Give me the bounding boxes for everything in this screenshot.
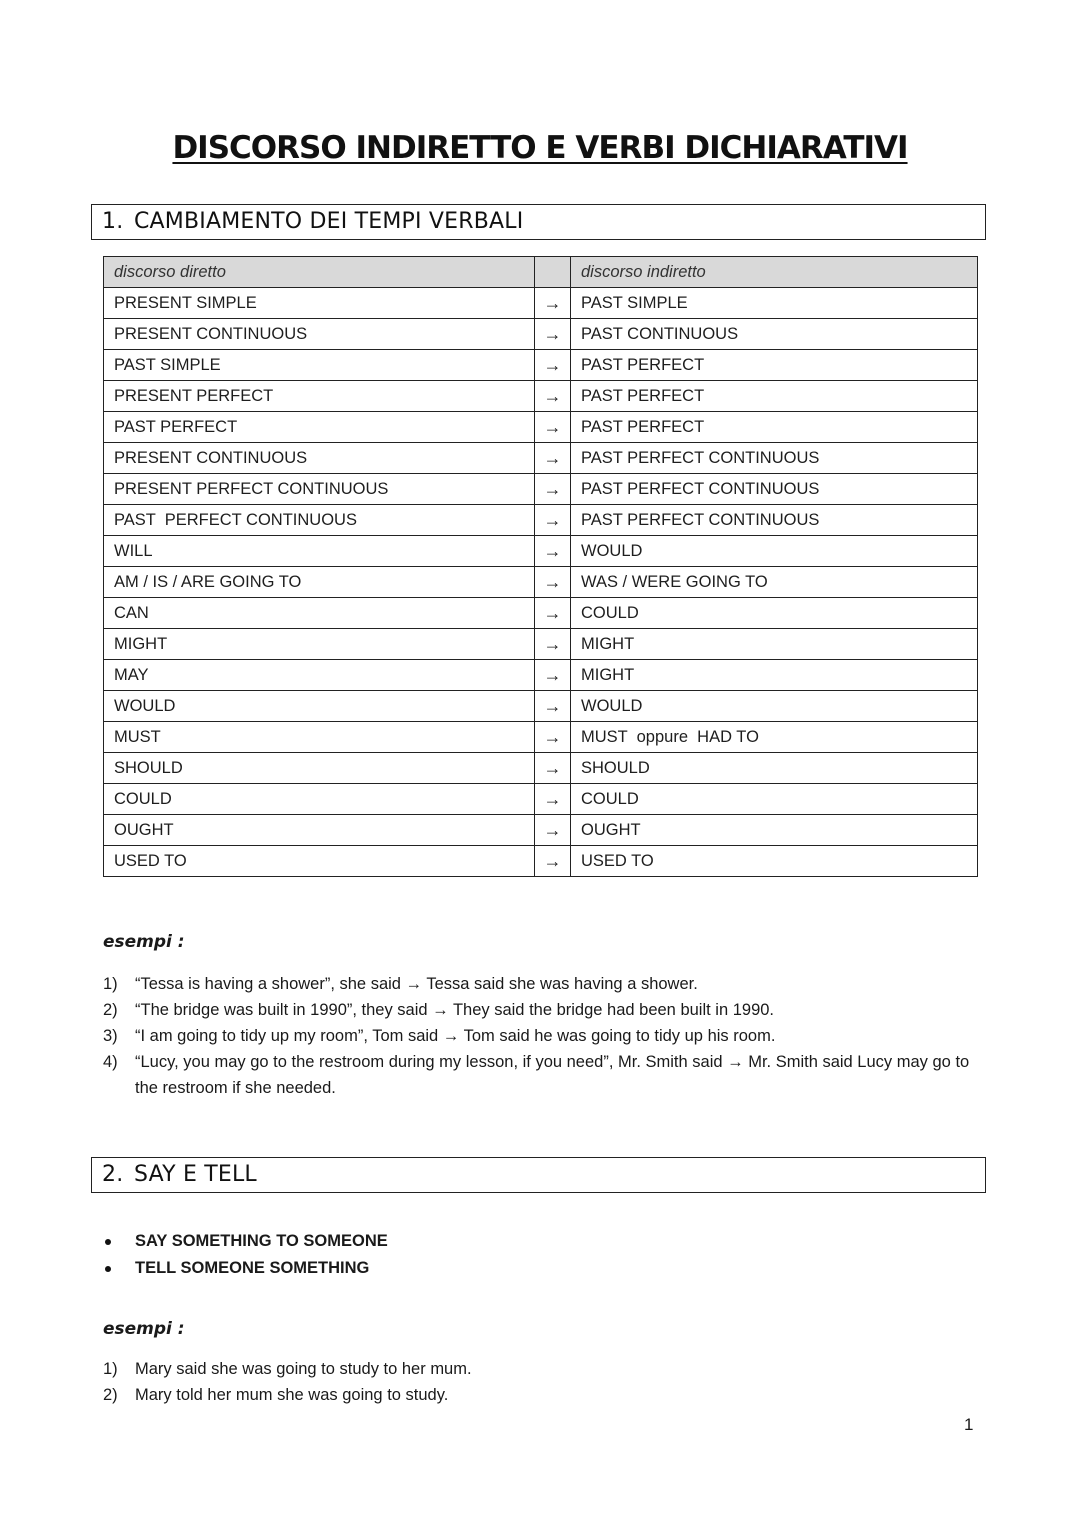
arrow-cell: → <box>535 722 571 753</box>
table-row <box>104 474 978 505</box>
arrow-cell: → <box>535 784 571 815</box>
page-title: DISCORSO INDIRETTO E VERBI DICHIARATIVI <box>172 130 908 166</box>
item-number: 3) <box>103 1027 118 1045</box>
arrow-cell: → <box>535 629 571 660</box>
indirect-cell: PAST PERFECT <box>571 381 978 412</box>
table-row <box>104 567 978 598</box>
say-tell-rules <box>103 1228 388 1282</box>
item-number: 1) <box>103 975 118 993</box>
indirect-cell: PAST PERFECT CONTINUOUS <box>571 474 978 505</box>
arrow-cell: → <box>535 567 571 598</box>
table-row <box>104 381 978 412</box>
page-number: 1 <box>964 1415 974 1434</box>
indirect-cell: WAS / WERE GOING TO <box>571 567 978 598</box>
table-row <box>104 846 978 877</box>
arrow-cell: → <box>535 598 571 629</box>
list-item <box>103 1382 983 1408</box>
indirect-cell: USED TO <box>571 846 978 877</box>
arrow-cell: → <box>535 474 571 505</box>
direct-cell: AM / IS / ARE GOING TO <box>104 567 535 598</box>
direct-cell: PRESENT SIMPLE <box>104 288 535 319</box>
table-row <box>104 536 978 567</box>
indirect-cell: COULD <box>571 598 978 629</box>
section-title: SAY E TELL <box>134 1162 257 1187</box>
examples-list <box>103 971 983 1101</box>
arrow-cell: → <box>535 412 571 443</box>
indirect-cell: PAST PERFECT CONTINUOUS <box>571 505 978 536</box>
table-row <box>104 412 978 443</box>
table-row <box>104 598 978 629</box>
list-item <box>103 1049 983 1101</box>
indirect-cell: MIGHT <box>571 629 978 660</box>
list-item <box>103 971 983 997</box>
direct-cell: OUGHT <box>104 815 535 846</box>
header-empty <box>535 257 571 288</box>
direct-cell: PAST PERFECT <box>104 412 535 443</box>
direct-cell: PRESENT CONTINUOUS <box>104 443 535 474</box>
item-text: Mary told her mum she was going to study. <box>135 1386 449 1404</box>
header-direct: discorso diretto <box>104 257 535 288</box>
arrow-cell: → <box>535 536 571 567</box>
table-row <box>104 722 978 753</box>
header-indirect: discorso indiretto <box>571 257 978 288</box>
indirect-cell: PAST SIMPLE <box>571 288 978 319</box>
arrow-cell: → <box>535 846 571 877</box>
item-text: Mary said she was going to study to her mum. <box>135 1360 472 1378</box>
arrow-cell: → <box>535 319 571 350</box>
list-item <box>103 997 983 1023</box>
item-number: 2) <box>103 1386 118 1404</box>
list-item <box>103 1356 983 1382</box>
indirect-cell: PAST CONTINUOUS <box>571 319 978 350</box>
table-row <box>104 288 978 319</box>
item-number: 4) <box>103 1053 118 1071</box>
table-row <box>104 784 978 815</box>
table-header-row <box>104 257 978 288</box>
table-row <box>104 350 978 381</box>
indirect-cell: PAST PERFECT CONTINUOUS <box>571 443 978 474</box>
direct-cell: MIGHT <box>104 629 535 660</box>
section-heading-2 <box>91 1157 986 1193</box>
direct-cell: PAST PERFECT CONTINUOUS <box>104 505 535 536</box>
bullet-item: TELL SOMEONE SOMETHING <box>103 1255 388 1282</box>
table-row <box>104 691 978 722</box>
arrow-cell: → <box>535 443 571 474</box>
indirect-cell: MIGHT <box>571 660 978 691</box>
bullet-item: SAY SOMETHING TO SOMEONE <box>103 1228 388 1255</box>
indirect-cell: COULD <box>571 784 978 815</box>
section-heading-1 <box>91 204 986 240</box>
item-text: “Lucy, you may go to the restroom during my lesson, if you need”, Mr. Smith said → Mr. Smith said Lucy may go to the restroom if she needed. <box>135 1053 970 1097</box>
examples-list <box>103 1356 983 1408</box>
item-text: “I am going to tidy up my room”, Tom said → Tom said he was going to tidy up his room. <box>135 1027 776 1045</box>
arrow-cell: → <box>535 815 571 846</box>
direct-cell: MAY <box>104 660 535 691</box>
direct-cell: WILL <box>104 536 535 567</box>
arrow-cell: → <box>535 753 571 784</box>
table-row <box>104 319 978 350</box>
indirect-cell: PAST PERFECT <box>571 412 978 443</box>
examples-label: esempi : <box>103 1319 185 1339</box>
indirect-cell: WOULD <box>571 536 978 567</box>
table-row <box>104 505 978 536</box>
direct-cell: PRESENT CONTINUOUS <box>104 319 535 350</box>
direct-cell: CAN <box>104 598 535 629</box>
table-row <box>104 629 978 660</box>
item-number: 2) <box>103 1001 118 1019</box>
section-title: CAMBIAMENTO DEI TEMPI VERBALI <box>134 209 524 234</box>
section-number: 2. <box>102 1162 124 1187</box>
direct-cell: PAST SIMPLE <box>104 350 535 381</box>
indirect-cell: PAST PERFECT <box>571 350 978 381</box>
arrow-cell: → <box>535 288 571 319</box>
indirect-cell: OUGHT <box>571 815 978 846</box>
list-item <box>103 1023 983 1049</box>
indirect-cell: SHOULD <box>571 753 978 784</box>
arrow-cell: → <box>535 691 571 722</box>
direct-cell: SHOULD <box>104 753 535 784</box>
table-row <box>104 443 978 474</box>
section-number: 1. <box>102 209 124 234</box>
item-number: 1) <box>103 1360 118 1378</box>
direct-cell: MUST <box>104 722 535 753</box>
direct-cell: WOULD <box>104 691 535 722</box>
table-row <box>104 815 978 846</box>
direct-cell: PRESENT PERFECT <box>104 381 535 412</box>
direct-cell: USED TO <box>104 846 535 877</box>
item-text: “The bridge was built in 1990”, they said → They said the bridge had been built in 1990. <box>135 1001 775 1019</box>
indirect-cell: MUST oppure HAD TO <box>571 722 978 753</box>
tense-change-table <box>103 256 978 877</box>
item-text: “Tessa is having a shower”, she said → Tessa said she was having a shower. <box>135 975 698 993</box>
table-row <box>104 660 978 691</box>
examples-label: esempi : <box>103 932 185 952</box>
arrow-cell: → <box>535 350 571 381</box>
arrow-cell: → <box>535 660 571 691</box>
direct-cell: COULD <box>104 784 535 815</box>
indirect-cell: WOULD <box>571 691 978 722</box>
direct-cell: PRESENT PERFECT CONTINUOUS <box>104 474 535 505</box>
arrow-cell: → <box>535 381 571 412</box>
arrow-cell: → <box>535 505 571 536</box>
table-row <box>104 753 978 784</box>
